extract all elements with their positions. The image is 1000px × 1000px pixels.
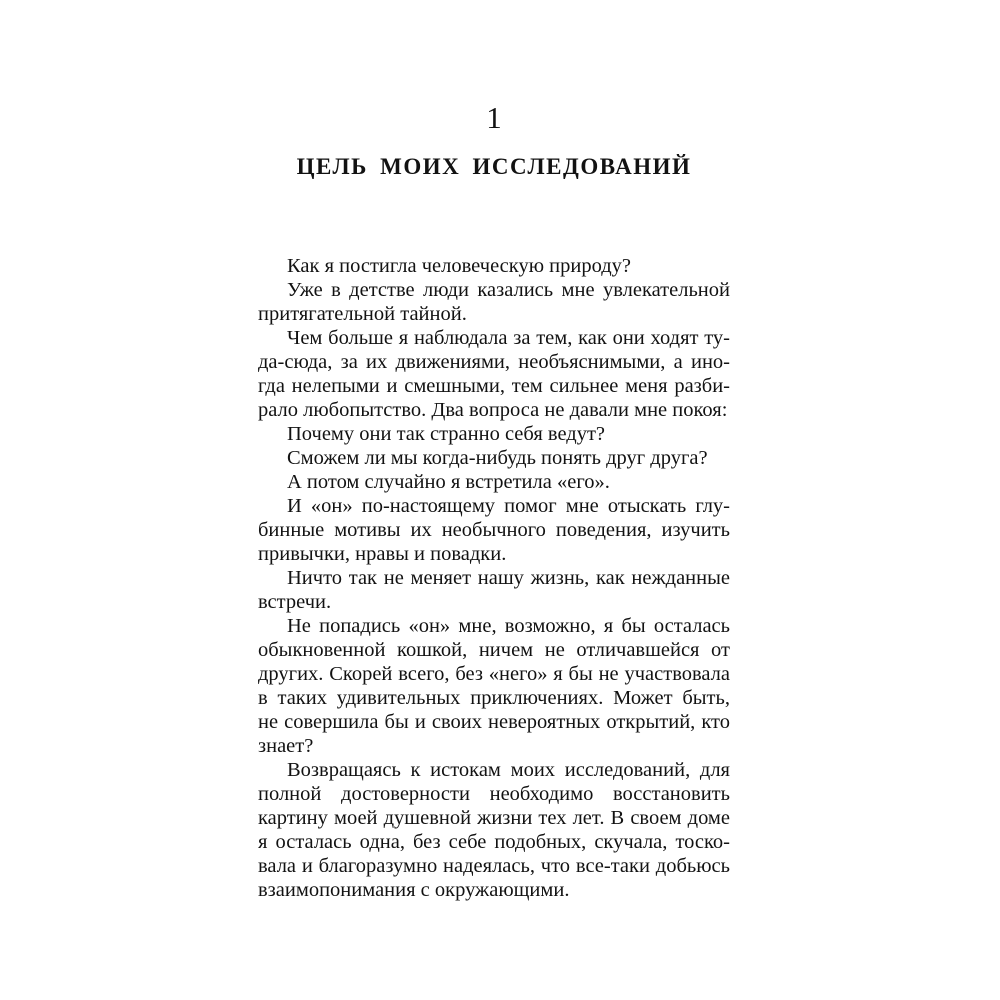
paragraph	[258, 422, 730, 446]
text-block	[258, 100, 730, 902]
chapter-number: 1	[486, 100, 502, 135]
text-line: привычки, нравы и повадки.	[258, 543, 507, 565]
text-line: взаимопонимания с окружающими.	[258, 879, 570, 901]
text-line: обыкновенной кошкой, ничем не отличавшейся от	[258, 639, 730, 661]
text-line: Как я постигла человеческую природу?	[287, 255, 632, 277]
text-line: Сможем ли мы когда-нибудь понять друг друга?	[287, 447, 708, 469]
paragraph	[258, 758, 730, 902]
paragraph	[258, 446, 730, 470]
text-line: Почему они так странно себя ведут?	[287, 423, 606, 445]
text-line: других. Скорей всего, без «него» я бы не участвовала	[258, 663, 730, 685]
text-line: Уже в детстве люди казались мне увлекательной	[287, 279, 730, 301]
text-line: гда нелепыми и смешными, тем сильнее меня разби-	[258, 375, 730, 397]
text-line: бинные мотивы их необычного поведения, изучить	[258, 519, 730, 541]
text-line: полной достоверности необходимо восстановить	[258, 783, 730, 805]
text-line: Возвращаясь к истокам моих исследований, для	[287, 759, 730, 781]
text-line: притягательной тайной.	[258, 303, 467, 325]
text-line: не совершила бы и своих невероятных открытий, кто	[258, 711, 730, 733]
text-line: И «он» по-настоящему помог мне отыскать глу-	[287, 495, 730, 517]
text-line: встречи.	[258, 591, 332, 613]
text-line: я осталась одна, без себе подобных, скучала, тоско-	[258, 831, 730, 853]
paragraph	[258, 278, 730, 326]
paragraph	[258, 326, 730, 422]
text-line: знает?	[258, 735, 314, 757]
paragraph	[258, 254, 730, 278]
text-line: да-сюда, за их движениями, необъяснимыми, а ино-	[258, 351, 730, 373]
paragraph	[258, 470, 730, 494]
text-line: вала и благоразумно надеялась, что все-таки добьюсь	[258, 855, 730, 877]
text-line: Не попадись «он» мне, возможно, я бы осталась	[287, 615, 730, 637]
chapter-title: ЦЕЛЬ МОИХ ИССЛЕДОВАНИЙ	[296, 154, 692, 179]
text-line: Ничто так не меняет нашу жизнь, как нежданные	[287, 567, 730, 589]
paragraph	[258, 566, 730, 614]
paragraph	[258, 494, 730, 566]
text-line: рало любопытство. Два вопроса не давали мне покоя:	[258, 399, 728, 421]
paragraph	[258, 614, 730, 758]
text-line: А потом случайно я встретила «его».	[287, 471, 610, 493]
text-line: картину моей душевной жизни тех лет. В своем доме	[258, 807, 730, 829]
text-line: в таких удивительных приключениях. Может быть,	[258, 687, 730, 709]
text-line: Чем больше я наблюдала за тем, как они ходят ту-	[287, 327, 730, 349]
body-text	[258, 254, 730, 902]
